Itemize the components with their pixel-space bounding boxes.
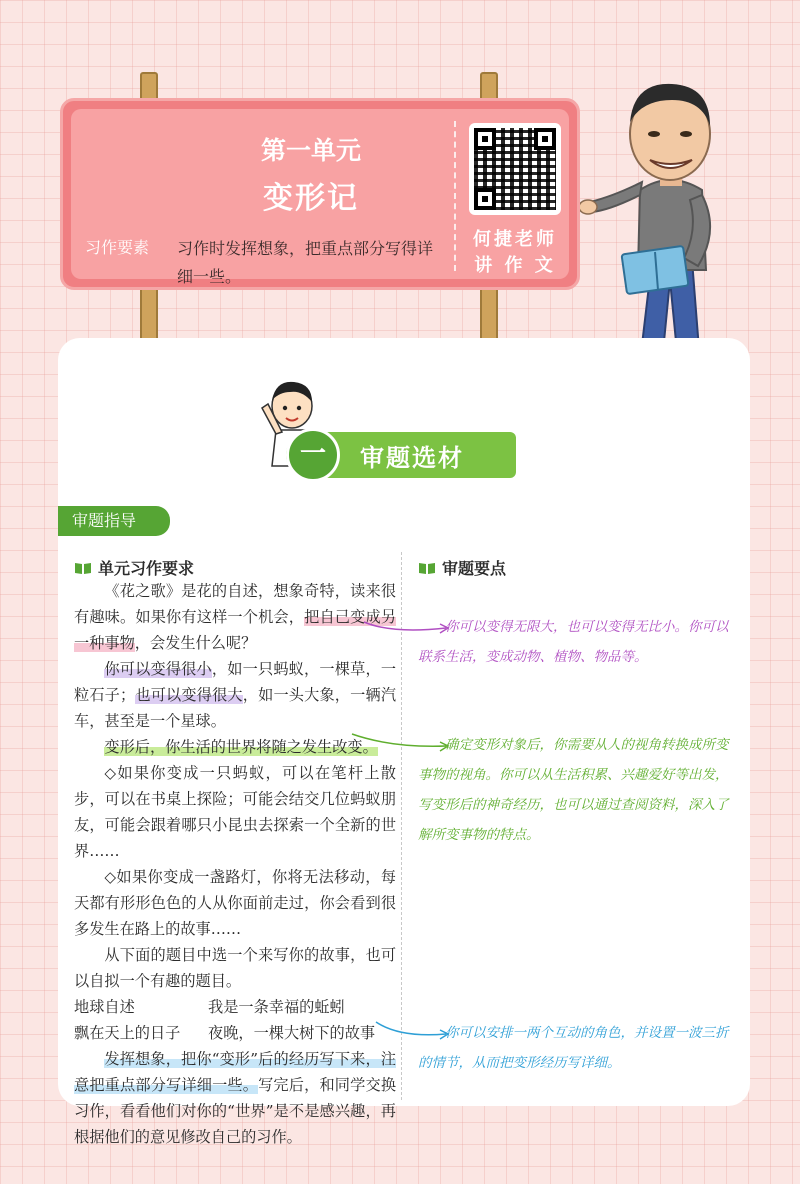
topic-item: 我是一条幸福的蚯蚓 bbox=[208, 998, 345, 1016]
unit-signboard bbox=[60, 98, 580, 290]
paragraph-4: ◇如果你变成一只蚂蚁，可以在笔杆上散步，可以在书桌上探险；可能会结交几位蚂蚁朋友，可能会跟着哪只小昆虫去探索一个全新的世界…… bbox=[74, 764, 396, 860]
p1-text-end: ，会发生什么呢？ bbox=[134, 634, 257, 652]
left-column-heading bbox=[74, 556, 194, 579]
qr-caption-line1: 何捷老师 bbox=[473, 229, 557, 250]
essay-requirements bbox=[74, 578, 396, 1150]
p1-highlight: 把自己变成另一种事物 bbox=[74, 608, 397, 652]
p2-text-end: ，如一头大象，一辆汽车，甚至是一个星球。 bbox=[74, 686, 397, 730]
right-column-heading bbox=[418, 556, 506, 579]
p3-highlight: 变形后，你生活的世界将随之发生改变。 bbox=[104, 738, 378, 756]
paragraph-1 bbox=[74, 578, 396, 656]
paragraph-5: ◇如果你变成一盏路灯，你将无法移动，每天都有形形色色的人从你面前走过，你会看到很多发生在路上的故事…… bbox=[74, 868, 396, 938]
essay-key-label: 习作要素 bbox=[85, 238, 150, 257]
unit-subtitle: 变形记 bbox=[263, 181, 359, 216]
open-book-icon bbox=[418, 562, 436, 575]
paragraph-6: 从下面的题目中选一个来写你的故事，也可以自拟一个有趣的题目。 bbox=[74, 946, 396, 990]
open-book-icon bbox=[74, 562, 92, 575]
topic-item: 夜晚，一棵大树下的故事 bbox=[208, 1024, 376, 1042]
p1-text: 《花之歌》是花的自述，想象奇特，读来很有趣味。如果你有这样一个机会， bbox=[74, 582, 396, 626]
topic-list bbox=[74, 994, 396, 1046]
topic-item: 飘在天上的日子 bbox=[74, 1024, 181, 1042]
qr-pattern bbox=[474, 128, 556, 210]
unit-title: 第一单元 bbox=[260, 136, 361, 165]
p2-highlight-small: 你可以变得很小 bbox=[104, 660, 212, 678]
p2-text: ，如一只蚂蚁，一棵草，一粒石子； bbox=[74, 660, 397, 704]
p2-highlight-big: 也可以变得很大 bbox=[135, 686, 243, 704]
paragraph-7 bbox=[74, 1046, 396, 1150]
qr-caption bbox=[463, 227, 567, 279]
paragraph-2 bbox=[74, 656, 396, 734]
guide-tab: 审题指导 bbox=[58, 506, 170, 536]
sign-divider bbox=[454, 121, 456, 271]
right-heading-text: 审题要点 bbox=[442, 559, 507, 578]
section-title: 审题选材 bbox=[360, 444, 464, 472]
paragraph-3 bbox=[74, 734, 396, 760]
analysis-note-1: 你可以变得无限大，也可以变得无比小。你可以联系生活，变成动物、植物、物品等。 bbox=[418, 619, 729, 665]
qr-finder-top-left bbox=[474, 128, 496, 150]
p7-highlight: 发挥想象，把你“变形”后的经历写下来，注意把重点部分写详细一些。 bbox=[74, 1050, 396, 1094]
essay-key-text: 习作时发挥想象，把重点部分写得详细一些。 bbox=[177, 239, 434, 286]
analysis-note-2: 确定变形对象后，你需要从人的视角转换成所变事物的视角。你可以从生活积累、兴趣爱好等出发，写变形后的神奇经历，也可以通过查阅资料，深入了解所变事物的特点。 bbox=[418, 737, 729, 843]
qr-finder-top-right bbox=[534, 128, 556, 150]
left-heading-text: 单元习作要求 bbox=[98, 559, 195, 578]
p7-text: 写完后，和同学交换习作，看看他们对你的“世界”是不是感兴趣，再根据他们的意见修改自己的习作。 bbox=[74, 1076, 397, 1146]
qr-code[interactable] bbox=[469, 123, 561, 215]
signboard-panel bbox=[71, 109, 569, 286]
qr-finder-bottom-left bbox=[474, 188, 496, 210]
section-number: 一 bbox=[286, 428, 340, 482]
analysis-note-3: 你可以安排一两个互动的角色，并设置一波三折的情节，从而把变形经历写详细。 bbox=[418, 1025, 729, 1071]
qr-caption-line2: 讲 作 文 bbox=[474, 255, 556, 276]
topic-item: 地球自述 bbox=[74, 998, 135, 1016]
column-divider bbox=[401, 552, 402, 1100]
